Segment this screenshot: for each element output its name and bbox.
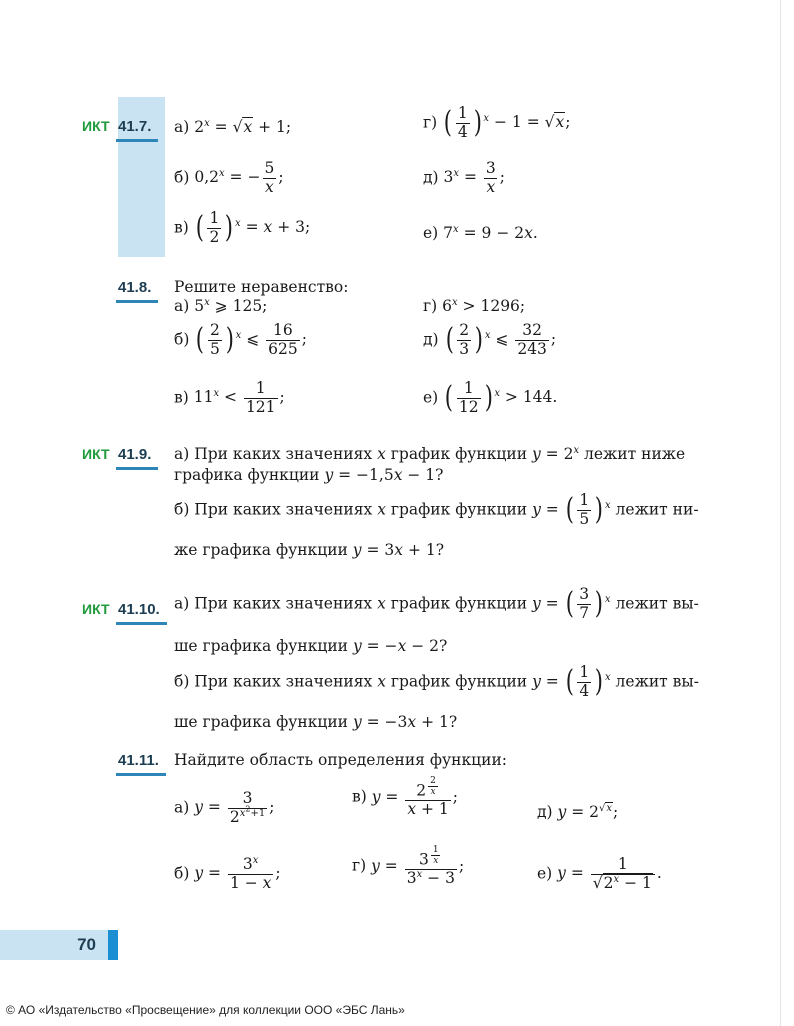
problem-41-11-b — [174, 856, 281, 893]
problem-number: 41.10. — [118, 601, 160, 618]
item-label: б) — [174, 330, 190, 349]
problem-41-7-b — [174, 160, 284, 197]
page-number-accent — [108, 930, 118, 960]
problem-41-8-a — [174, 297, 267, 315]
item-label: в) — [352, 787, 367, 806]
problem-41-7-d — [423, 160, 505, 197]
item-label: г) — [423, 113, 438, 132]
item-label: г) — [352, 856, 367, 875]
problem-41-9-b-line2: же графика функции y = 3x + 1? — [174, 541, 445, 559]
problem-41-7-g — [423, 105, 570, 142]
formula: $0,2^x$ = − $\frac{5}{x}$ ; — [194, 159, 284, 196]
problem-number: 41.11. — [118, 752, 159, 769]
problem-41-8-d — [423, 322, 556, 359]
item-label: а) — [174, 118, 190, 136]
problem-41-10-b-line2: ше графика функции y = −3x + 1? — [174, 713, 458, 731]
problem-41-8-g — [423, 297, 525, 315]
item-label: в) — [174, 388, 189, 407]
ikt-badge: ИКТ — [82, 601, 110, 617]
problem-41-7-v — [174, 210, 310, 247]
item-label: в) — [174, 218, 189, 237]
item-label: д) — [423, 168, 439, 187]
item-label: е) — [423, 224, 439, 242]
problem-41-10-a-line2: ше графика функции y = −x − 2? — [174, 637, 448, 655]
problem-41-11-d — [537, 803, 618, 821]
problem-41-8-b — [174, 322, 307, 359]
problem-number: 41.8. — [118, 279, 152, 296]
problem-41-11-v — [352, 776, 458, 819]
problem-41-9-b-line1: б) При каких значениях x график функции y = ( $\frac{1}{5}$ ) $^x$ лежит ни- — [174, 491, 699, 528]
formula: $3^x$ = $\frac{3}{x}$ ; — [443, 159, 505, 196]
page-edge — [780, 0, 781, 1026]
formula: $11^x$ < $\frac{1}{121}$ ; — [193, 379, 285, 416]
item-label: е) — [423, 388, 439, 407]
formula: $y = 2^{√x}$; — [557, 802, 619, 821]
ikt-badge: ИКТ — [82, 446, 110, 462]
problem-41-11-e — [537, 856, 662, 893]
problem-41-7-a — [174, 118, 291, 136]
page-number-tab — [0, 930, 108, 960]
formula: ( $\frac{1}{2}$ ) $^x$ = x + 3; — [195, 209, 311, 246]
item-label: б) — [174, 168, 190, 187]
problem-intro: Решите неравенство: — [174, 278, 349, 296]
problem-41-8-e — [423, 380, 557, 417]
item-label: б) — [174, 864, 190, 883]
item-label: а) — [174, 297, 190, 315]
problem-41-11-g — [352, 845, 464, 888]
formula: ( $\frac{2}{3}$ ) $^x$ ⩽ $\frac{32}{243}$ ; — [445, 321, 557, 358]
item-label: а) — [174, 798, 190, 817]
problem-number: 41.7. — [118, 118, 152, 135]
copyright-footer: © АО «Издательство «Просвещение» для коллекции ООО «ЭБС Лань» — [6, 1003, 405, 1017]
problem-41-9-a-line1: а) При каких значениях x график функции $y = 2^x$ лежит ниже — [174, 444, 686, 463]
formula: y = 3 $^{\frac{1}{x}}$ $3^x - 3$ ; — [371, 845, 465, 888]
formula: ( $\frac{1}{12}$ ) $^x$ > 144. — [444, 379, 558, 416]
item-label: д) — [537, 803, 553, 821]
problem-41-10-a-line1: а) При каких значениях x график функции y = ( $\frac{3}{7}$ ) $^x$ лежит вы- — [174, 585, 699, 622]
problem-41-10-b-line1: б) При каких значениях x график функции y = ( $\frac{1}{4}$ ) $^x$ лежит вы- — [174, 663, 699, 700]
item-label: г) — [423, 297, 438, 315]
problem-number: 41.9. — [118, 446, 152, 463]
problem-41-7-e — [423, 224, 538, 242]
problem-41-8-v — [174, 380, 285, 417]
formula: y = $\frac{3}{2^{x^2+1}}$ ; — [194, 789, 275, 826]
ikt-badge: ИКТ — [82, 118, 110, 134]
problem-41-9-a-line2: графика функции y = −1,5x − 1? — [174, 466, 444, 484]
formula: y = $\frac{3^x}{1 - x}$ ; — [194, 854, 281, 892]
problem-41-11-a — [174, 790, 274, 827]
item-label: е) — [537, 864, 553, 883]
formula: y = 2 $^{\frac{2}{x}}$ x + 1 ; — [371, 776, 459, 819]
formula: ( $\frac{2}{5}$ ) $^x$ ⩽ $\frac{16}{625}$ ; — [196, 321, 307, 358]
problem-intro: Найдите область определения функции: — [174, 751, 507, 769]
formula: $6^x > 1296$; — [442, 296, 526, 315]
formula: 5$^x$ ⩾ 125; — [194, 296, 268, 315]
formula: ( $\frac{1}{4}$ ) $^x$ − 1 = √x; — [443, 104, 571, 141]
item-label: д) — [423, 330, 439, 349]
formula: $7^x = 9 - 2x$. — [443, 223, 538, 242]
page-number: 70 — [77, 935, 96, 954]
formula: $2^x = √x + 1$; — [194, 117, 292, 136]
formula: y = $\frac{1}{√2^x - 1}$ . — [557, 855, 662, 892]
